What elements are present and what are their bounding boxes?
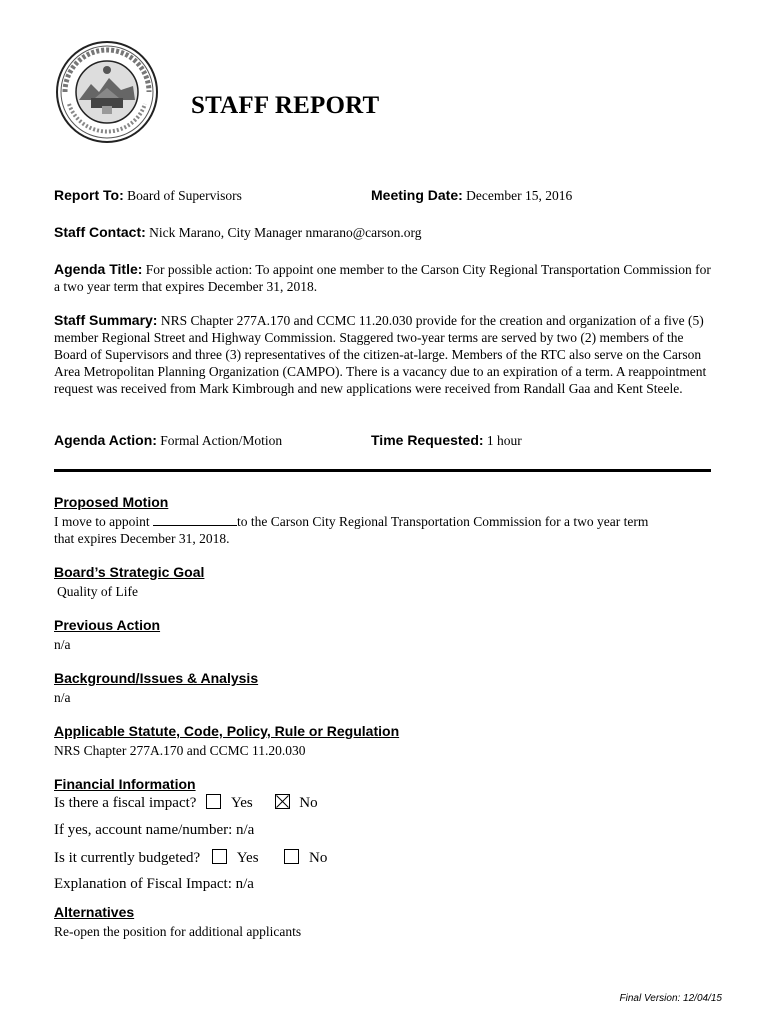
appointee-blank-line (153, 513, 237, 526)
account-line: If yes, account name/number: n/a (54, 822, 255, 838)
agenda-action-value: Formal Action/Motion (160, 433, 283, 448)
background-body: n/a (54, 690, 71, 705)
proposed-motion-line1-after: to the Carson City Regional Transportation Commission for a two year term (236, 514, 649, 529)
budgeted-question: Is it currently budgeted? (54, 850, 201, 866)
alternatives-body: Re-open the position for additional applicants (54, 924, 302, 939)
agenda-title-label: Agenda Title: (54, 261, 143, 277)
fiscal-yes-checkbox[interactable] (206, 794, 221, 809)
divider (54, 469, 711, 472)
agenda-action (54, 432, 282, 449)
strategic-goal-heading: Board’s Strategic Goal (54, 564, 205, 580)
budgeted-row (54, 849, 327, 867)
strategic-goal-body: Quality of Life (57, 584, 138, 599)
proposed-motion-body (54, 513, 648, 547)
previous-action-heading: Previous Action (54, 617, 161, 633)
time-requested-value: 1 hour (486, 433, 522, 448)
meeting-date-value: December 15, 2016 (466, 188, 573, 203)
budgeted-yes-label: Yes (236, 850, 259, 866)
agenda-action-label: Agenda Action: (54, 432, 157, 448)
meeting-date-label: Meeting Date: (371, 187, 463, 203)
fiscal-no-checkbox[interactable] (275, 794, 290, 809)
staff-summary-label: Staff Summary: (54, 312, 158, 328)
fiscal-impact-question: Is there a fiscal impact? (54, 795, 197, 811)
background-heading: Background/Issues & Analysis (54, 670, 259, 686)
time-requested (371, 432, 522, 449)
report-to-value: Board of Supervisors (127, 188, 242, 203)
fiscal-impact-row (54, 794, 318, 812)
previous-action-body: n/a (54, 637, 71, 652)
fiscal-no-label: No (299, 795, 318, 811)
report-to (54, 187, 242, 204)
statute-heading: Applicable Statute, Code, Policy, Rule or Regulation (54, 723, 400, 739)
proposed-motion-line2: that expires December 31, 2018. (54, 531, 230, 546)
proposed-motion-heading: Proposed Motion (54, 494, 169, 510)
budgeted-yes-checkbox[interactable] (212, 849, 227, 864)
staff-contact (54, 224, 422, 241)
budgeted-no-checkbox[interactable] (284, 849, 299, 864)
staff-contact-label: Staff Contact: (54, 224, 146, 240)
time-requested-label: Time Requested: (371, 432, 484, 448)
agenda-title-value: For possible action: To appoint one member to the Carson City Regional Transportation Commission for a two year term that expires December 31, 2018. (54, 262, 711, 294)
staff-summary (54, 312, 716, 397)
page-title: STAFF REPORT (191, 92, 380, 119)
statute-body: NRS Chapter 277A.170 and CCMC 11.20.030 (54, 743, 306, 758)
agenda-title (54, 261, 716, 295)
explanation-line: Explanation of Fiscal Impact: n/a (54, 876, 254, 892)
fiscal-yes-label: Yes (230, 795, 253, 811)
staff-summary-value: NRS Chapter 277A.170 and CCMC 11.20.030 provide for the creation and organization of a five (5) member Regional Street and Highway Commission. Staggered two-year terms are served by two (2) members of the Board of Supervisors and three (3) representatives of the citizen-at-large. Members of the RTC also serve on the Carson Area Metropolitan Planning Organization (CAMPO). There is a vacancy due to an expiration of a term. A reappointment request was received from Mark Kimbrough and new applications were received from Randall Gaa and Kent Steele. (54, 313, 707, 396)
budgeted-no-label: No (309, 850, 328, 866)
financial-heading: Financial Information (54, 776, 196, 792)
final-version: Final Version: 12/04/15 (619, 993, 722, 1004)
staff-contact-value: Nick Marano, City Manager nmarano@carson.org (149, 225, 422, 240)
city-seal-logo (55, 40, 159, 144)
report-to-label: Report To: (54, 187, 124, 203)
meeting-date (371, 187, 572, 204)
proposed-motion-line1-before: I move to appoint (54, 514, 150, 529)
alternatives-heading: Alternatives (54, 904, 135, 920)
